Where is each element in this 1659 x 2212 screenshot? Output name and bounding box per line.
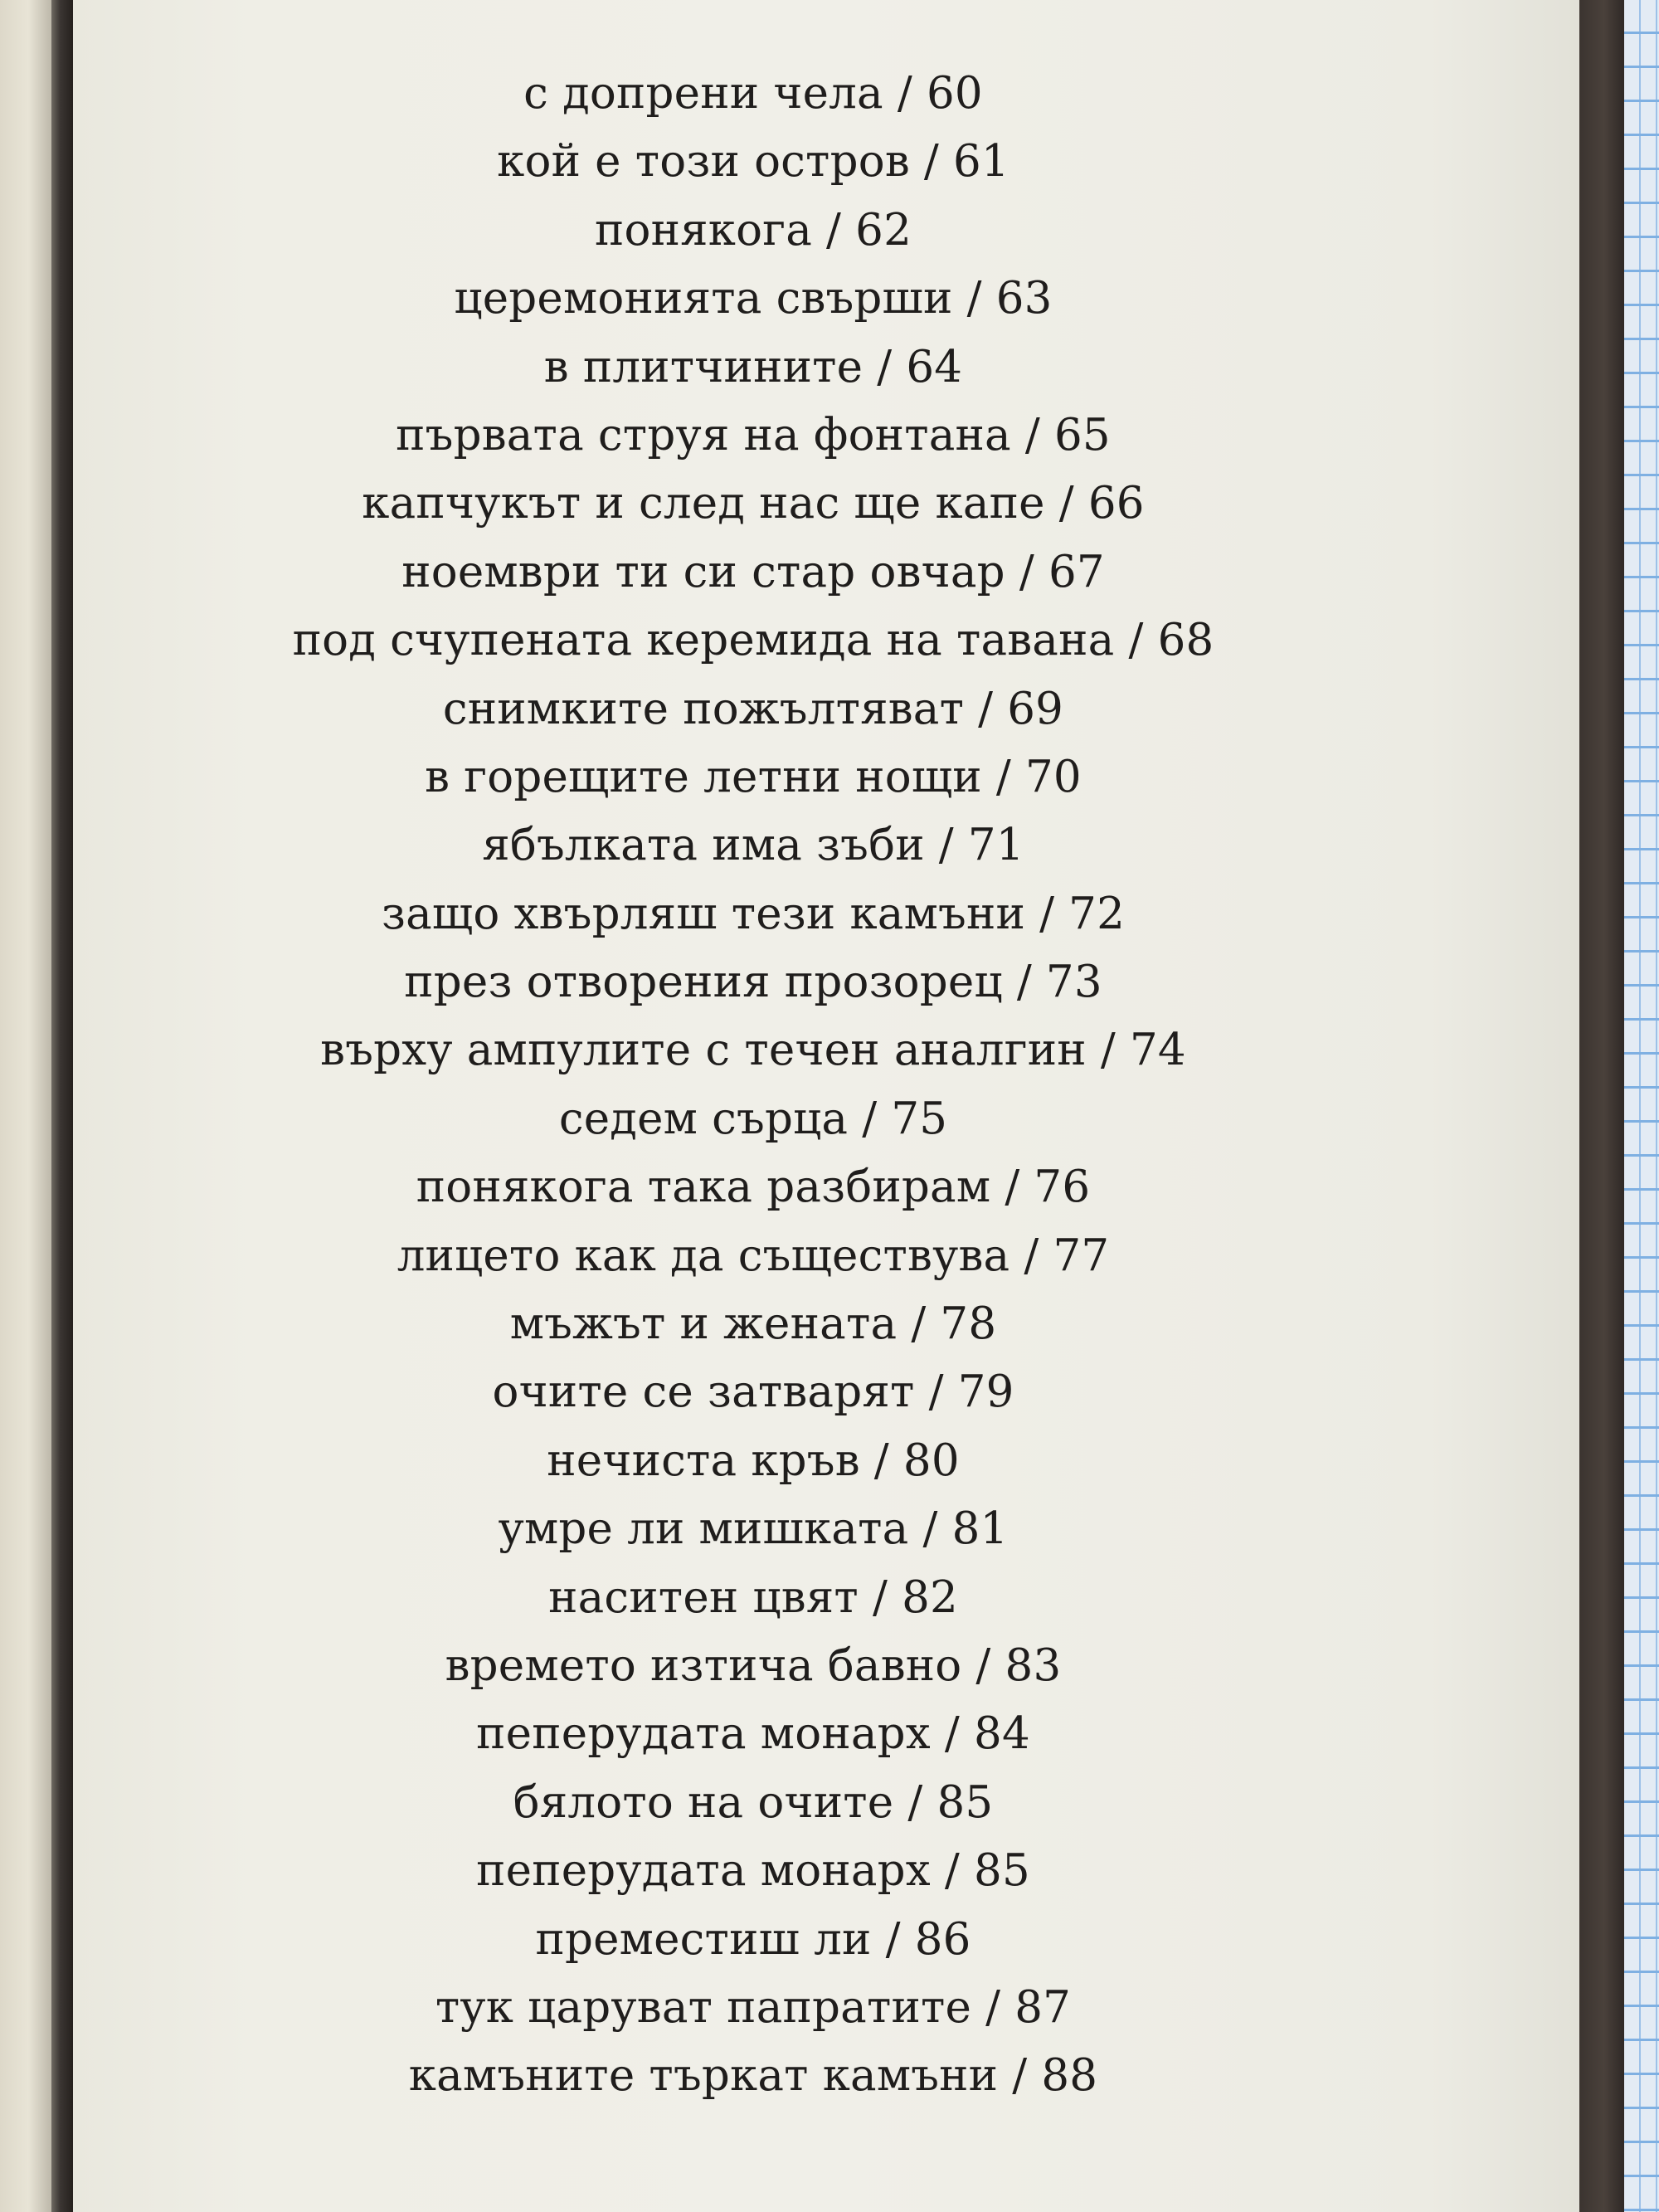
- toc-entry-title: бялото на очите: [513, 1776, 894, 1828]
- toc-entry-title: наситен цвят: [548, 1571, 859, 1623]
- toc-entry-title: камъните търкат камъни: [408, 2050, 999, 2102]
- toc-entry: мъжът и жената / 78: [509, 1298, 997, 1350]
- toc-entry: церемонията свърши / 63: [454, 273, 1053, 324]
- toc-entry-title: през отворения прозорец: [404, 957, 1003, 1008]
- toc-entry-page-number: 69: [1007, 683, 1064, 734]
- toc-entry: върху ампулите с течен аналгин / 74: [320, 1025, 1186, 1076]
- toc-entry-title: времето изтича бавно: [445, 1640, 962, 1691]
- toc-entry: лицето как да съществува / 77: [397, 1230, 1110, 1281]
- toc-entry: защо хвърляш тези камъни / 72: [381, 888, 1126, 939]
- toc-entry-title: седем сърца: [558, 1093, 849, 1144]
- toc-entry-title: мъжът и жената: [509, 1298, 898, 1350]
- toc-entry-title: пеперудата монарх: [476, 1845, 931, 1897]
- toc-entry: в плитчините / 64: [543, 341, 963, 392]
- toc-entry-title: в горещите летни нощи: [425, 751, 982, 802]
- toc-entry: първата струя на фонтана / 65: [396, 409, 1111, 460]
- toc-entry-title: очите се затварят: [492, 1367, 915, 1418]
- toc-entry: понякога така разбирам / 76: [416, 1162, 1091, 1213]
- toc-entry-title: капчукът и след нас ще капе: [362, 478, 1045, 529]
- toc-entry-page-number: 78: [940, 1298, 997, 1350]
- toc-entry-page-number: 77: [1053, 1230, 1110, 1281]
- toc-entry-title: тук царуват папратите: [435, 1981, 972, 2033]
- toc-entry: преместиш ли / 86: [535, 1913, 971, 1965]
- toc-entry-title: пеперудата монарх: [476, 1708, 931, 1760]
- toc-entry-title: с допрени чела: [523, 68, 883, 119]
- toc-entry-page-number: 60: [926, 68, 983, 119]
- toc-entry-page-number: 80: [902, 1435, 960, 1486]
- toc-entry-page-number: 83: [1005, 1640, 1062, 1691]
- toc-entry: кой е този остров / 61: [497, 136, 1010, 188]
- toc-entry-page-number: 86: [914, 1913, 971, 1965]
- toc-entry-title: преместиш ли: [535, 1913, 872, 1965]
- toc-entry-page-number: 67: [1048, 546, 1105, 597]
- toc-entry: седем сърца / 75: [558, 1093, 948, 1144]
- toc-entry-page-number: 76: [1034, 1162, 1091, 1213]
- toc-entry-title: кой е този остров: [497, 136, 910, 188]
- toc-entry-page-number: 63: [995, 273, 1053, 324]
- toc-entry-page-number: 84: [974, 1708, 1030, 1760]
- toc-entry-page-number: 72: [1068, 888, 1126, 939]
- toc-entry-title: умре ли мишката: [498, 1503, 909, 1555]
- toc-entry-title: първата струя на фонтана: [396, 409, 1011, 460]
- toc-entry-page-number: 74: [1129, 1025, 1186, 1076]
- toc-entry-title: под счупената керемида на тавана: [292, 615, 1115, 666]
- toc-entry-page-number: 71: [967, 820, 1024, 871]
- toc-entry-title: защо хвърляш тези камъни: [381, 888, 1026, 939]
- toc-entry-title: понякога: [595, 204, 812, 256]
- toc-entry-page-number: 70: [1024, 751, 1082, 802]
- toc-entry-page-number: 88: [1041, 2050, 1098, 2102]
- toc-entry: бялото на очите / 85: [513, 1776, 994, 1828]
- table-of-contents: [73, 60, 1433, 2111]
- toc-entry: понякога / 62: [595, 204, 912, 256]
- book-gutter: [51, 0, 73, 2212]
- toc-entry-title: снимките пожълтяват: [442, 683, 965, 734]
- toc-entry-page-number: 82: [902, 1571, 958, 1623]
- toc-entry-page-number: 73: [1045, 957, 1102, 1008]
- toc-entry: пеперудата монарх / 85: [476, 1845, 1030, 1897]
- toc-entry: камъните търкат камъни / 88: [408, 2050, 1098, 2102]
- toc-entry: ноември ти си стар овчар / 67: [401, 546, 1105, 597]
- toc-entry-page-number: 68: [1157, 615, 1214, 666]
- toc-entry: снимките пожълтяват / 69: [442, 683, 1064, 734]
- toc-entry-page-number: 81: [951, 1503, 1009, 1555]
- toc-entry-page-number: 85: [937, 1776, 994, 1828]
- toc-entry-title: нечиста кръв: [547, 1435, 860, 1486]
- toc-entry: времето изтича бавно / 83: [445, 1640, 1062, 1691]
- toc-entry-title: церемонията свърши: [454, 273, 953, 324]
- toc-entry-title: понякога така разбирам: [416, 1162, 991, 1213]
- toc-entry-page-number: 62: [855, 204, 912, 256]
- toc-entry-page-number: 65: [1054, 409, 1111, 460]
- toc-entry: наситен цвят / 82: [548, 1571, 958, 1623]
- toc-entry-title: ябълката има зъби: [482, 820, 925, 871]
- toc-entry-title: ноември ти си стар овчар: [401, 546, 1005, 597]
- toc-entry-page-number: 66: [1087, 478, 1145, 529]
- toc-entry-title: лицето как да съществува: [397, 1230, 1010, 1281]
- toc-entry: през отворения прозорец / 73: [404, 957, 1102, 1008]
- toc-entry: очите се затварят / 79: [492, 1367, 1014, 1418]
- toc-entry-page-number: 61: [953, 136, 1010, 188]
- toc-entry-title: върху ампулите с течен аналгин: [320, 1025, 1087, 1076]
- toc-entry-page-number: 64: [906, 341, 963, 392]
- toc-entry: тук царуват папратите / 87: [435, 1981, 1072, 2033]
- toc-entry-page-number: 79: [957, 1367, 1014, 1418]
- toc-entry: ябълката има зъби / 71: [482, 820, 1024, 871]
- toc-entry: нечиста кръв / 80: [547, 1435, 960, 1486]
- toc-entry-page-number: 75: [891, 1093, 948, 1144]
- toc-entry-page-number: 85: [974, 1845, 1030, 1897]
- toc-entry: в горещите летни нощи / 70: [425, 751, 1082, 802]
- toc-entry: пеперудата монарх / 84: [476, 1708, 1030, 1760]
- toc-entry-page-number: 87: [1014, 1981, 1072, 2033]
- toc-entry-title: в плитчините: [543, 341, 864, 392]
- toc-entry: под счупената керемида на тавана / 68: [292, 615, 1214, 666]
- previous-page-edge: [0, 0, 51, 2212]
- toc-entry: умре ли мишката / 81: [498, 1503, 1009, 1555]
- book-cover-edge: [1579, 0, 1624, 2212]
- toc-entry: капчукът и след нас ще капе / 66: [362, 478, 1145, 529]
- toc-entry: с допрени чела / 60: [523, 68, 983, 119]
- grid-paper-strip: [1624, 0, 1659, 2212]
